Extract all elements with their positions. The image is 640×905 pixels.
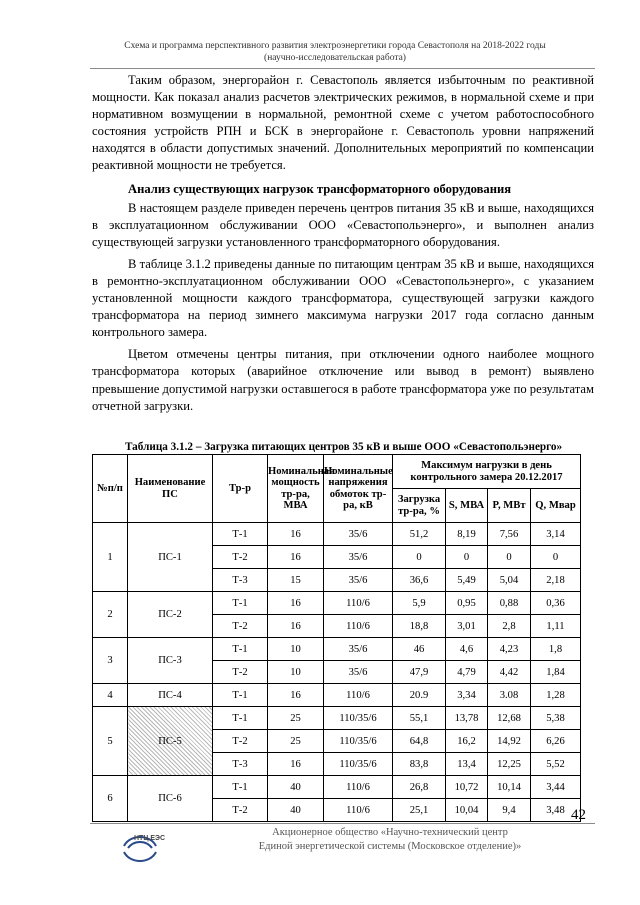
table-row [93,707,581,730]
cell-power: 16 [268,592,324,615]
cell-s: 5,49 [446,569,488,592]
cell-p: 5,04 [488,569,531,592]
header-rated-voltage: Номинальные напряжения обмоток тр-ра, кВ [324,455,393,523]
section-heading: Анализ существующих нагрузок трансформаторного оборудования [128,181,512,196]
cell-s: 3,34 [446,684,488,707]
cell-s: 4,79 [446,661,488,684]
cell-load: 83,8 [393,753,446,776]
cell-voltage: 110/35/6 [324,730,393,753]
paragraph: В настоящем разделе приведен перечень центров питания 35 кВ и выше, находящихся в эксплуатационном обслуживании ООО «Севастопольэнерго», и выполнен анализ существующей загрузки установленного трансформаторного оборудования. [92,200,594,249]
cell-power: 15 [268,569,324,592]
cell-power: 10 [268,661,324,684]
cell-tr: Т-1 [213,592,268,615]
substation-name: ПС-2 [128,592,213,638]
paragraph: Таким образом, энергорайон г. Севастополь является избыточным по реактивной мощности. Как показал анализ расчетов электрических режимов, в нормальной схеме и при нормативном возмущении в нормальной, ремонтной схеме с учетом работоспособного состояния устройств РПН и БСК в энергорайоне г. Севастополь уровни напряжений находятся в области допустимых значений. Дополнительных мероприятий по компенсации реактивной мощности не требуется. [92,73,594,173]
cell-load: 51,2 [393,523,446,546]
load-table [92,454,581,822]
cell-q: 1,8 [531,638,581,661]
page-number: 42 [571,807,586,823]
cell-load: 47,9 [393,661,446,684]
cell-power: 16 [268,523,324,546]
cell-power: 10 [268,638,324,661]
cell-power: 25 [268,707,324,730]
running-header [110,40,560,64]
header-max-load: Максимум нагрузки в день контрольного замера 20.12.2017 [393,455,581,489]
cell-power: 16 [268,753,324,776]
cell-load: 18,8 [393,615,446,638]
cell-q: 5,38 [531,707,581,730]
cell-tr: Т-1 [213,707,268,730]
paragraph: В таблице 3.1.2 приведены данные по питающим центрам 35 кВ и выше, находящихся в ремонтно-эксплуатационном обслуживании ООО «Севастопольэнерго», с указанием установленной мощности каждого трансформатора, существующей загрузки каждого трансформатора на период зимнего максимума нагрузки 2017 года согласно данным контрольного замера. [92,256,594,340]
cell-p: 12,25 [488,753,531,776]
header-rated-power: Номинальная мощность тр-ра, МВА [268,455,324,523]
cell-tr: Т-1 [213,684,268,707]
cell-s: 8,19 [446,523,488,546]
body-text [92,72,594,415]
table-body [93,523,581,822]
cell-s: 16,2 [446,730,488,753]
cell-p: 0 [488,546,531,569]
substation-name: ПС-5 [128,707,213,776]
cell-q: 3,44 [531,776,581,799]
cell-s: 4,6 [446,638,488,661]
footer-line-1: Акционерное общество «Научно-технический центр [272,827,508,838]
header-transformer: Тр-р [213,455,268,523]
cell-q: 0 [531,546,581,569]
substation-number: 4 [93,684,128,707]
cell-tr: Т-1 [213,638,268,661]
cell-load: 46 [393,638,446,661]
substation-number: 1 [93,523,128,592]
cell-power: 16 [268,684,324,707]
cell-s: 10,72 [446,776,488,799]
cell-tr: Т-1 [213,523,268,546]
cell-tr: Т-3 [213,753,268,776]
header-name: Наименование ПС [128,455,213,523]
cell-voltage: 110/6 [324,684,393,707]
cell-q: 5,52 [531,753,581,776]
cell-s: 3,01 [446,615,488,638]
page-footer [220,826,560,854]
substation-name: ПС-1 [128,523,213,592]
cell-p: 4,42 [488,661,531,684]
substation-name: ПС-6 [128,776,213,822]
cell-tr: Т-2 [213,799,268,822]
cell-load: 55,1 [393,707,446,730]
cell-load: 26,8 [393,776,446,799]
table-row [93,776,581,799]
cell-voltage: 110/35/6 [324,753,393,776]
footer-divider [90,823,595,824]
cell-q: 6,26 [531,730,581,753]
cell-p: 12,68 [488,707,531,730]
header-p: P, МВт [488,489,531,523]
header-load-percent: Загрузка тр-ра, % [393,489,446,523]
logo-text: НТЦ ЕЭС [134,835,166,842]
cell-p: 10,14 [488,776,531,799]
cell-voltage: 110/6 [324,615,393,638]
substation-number: 6 [93,776,128,822]
cell-tr: Т-3 [213,569,268,592]
paragraph: Цветом отмечены центры питания, при отключении одного наиболее мощного трансформатора которых (аварийное отключение или вывод в ремонт) выявлено превышение допустимой нагрузки оставшегося в работе трансформатора уже по результатам отчетной загрузки. [92,347,594,413]
cell-q: 3,14 [531,523,581,546]
cell-tr: Т-2 [213,730,268,753]
cell-tr: Т-1 [213,776,268,799]
cell-voltage: 35/6 [324,661,393,684]
header-divider [90,68,595,69]
cell-p: 0,88 [488,592,531,615]
cell-power: 25 [268,730,324,753]
cell-p: 14,92 [488,730,531,753]
cell-power: 40 [268,799,324,822]
cell-q: 1,11 [531,615,581,638]
header-line-2: (научно-исследовательская работа) [264,53,406,63]
header-line-1: Схема и программа перспективного развития электроэнергетики города Севастополя на 2018-2022 годы [124,41,546,51]
cell-p: 4,23 [488,638,531,661]
substation-name: ПС-3 [128,638,213,684]
table-row [93,592,581,615]
cell-tr: Т-2 [213,615,268,638]
cell-voltage: 35/6 [324,638,393,661]
cell-s: 0,95 [446,592,488,615]
cell-p: 2,8 [488,615,531,638]
table-row [93,523,581,546]
substation-number: 5 [93,707,128,776]
cell-s: 0 [446,546,488,569]
cell-q: 2,18 [531,569,581,592]
substation-number: 2 [93,592,128,638]
cell-load: 36,6 [393,569,446,592]
cell-voltage: 110/6 [324,592,393,615]
table-row [93,684,581,707]
cell-load: 64,8 [393,730,446,753]
cell-load: 0 [393,546,446,569]
cell-s: 10,04 [446,799,488,822]
table-row [93,638,581,661]
footer-line-2: Единой энергетической системы (Московское отделение)» [258,841,522,852]
cell-load: 20.9 [393,684,446,707]
cell-voltage: 110/6 [324,776,393,799]
cell-voltage: 110/6 [324,799,393,822]
cell-p: 7,56 [488,523,531,546]
substation-number: 3 [93,638,128,684]
cell-p: 9,4 [488,799,531,822]
cell-q: 0,36 [531,592,581,615]
cell-q: 1,28 [531,684,581,707]
cell-load: 5,9 [393,592,446,615]
cell-voltage: 35/6 [324,546,393,569]
table-caption: Таблица 3.1.2 – Загрузка питающих центров 35 кВ и выше ООО «Севастопольэнерго» [125,441,563,453]
cell-p: 3.08 [488,684,531,707]
cell-s: 13,78 [446,707,488,730]
cell-q: 3,48 [531,799,581,822]
cell-s: 13,4 [446,753,488,776]
substation-name: ПС-4 [128,684,213,707]
cell-voltage: 110/35/6 [324,707,393,730]
cell-tr: Т-2 [213,546,268,569]
cell-power: 40 [268,776,324,799]
header-num: №п/п [93,455,128,523]
cell-load: 25,1 [393,799,446,822]
cell-q: 1,84 [531,661,581,684]
cell-power: 16 [268,615,324,638]
header-s: S, МВА [446,489,488,523]
cell-tr: Т-2 [213,661,268,684]
header-q: Q, Мвар [531,489,581,523]
cell-voltage: 35/6 [324,523,393,546]
cell-power: 16 [268,546,324,569]
cell-voltage: 35/6 [324,569,393,592]
